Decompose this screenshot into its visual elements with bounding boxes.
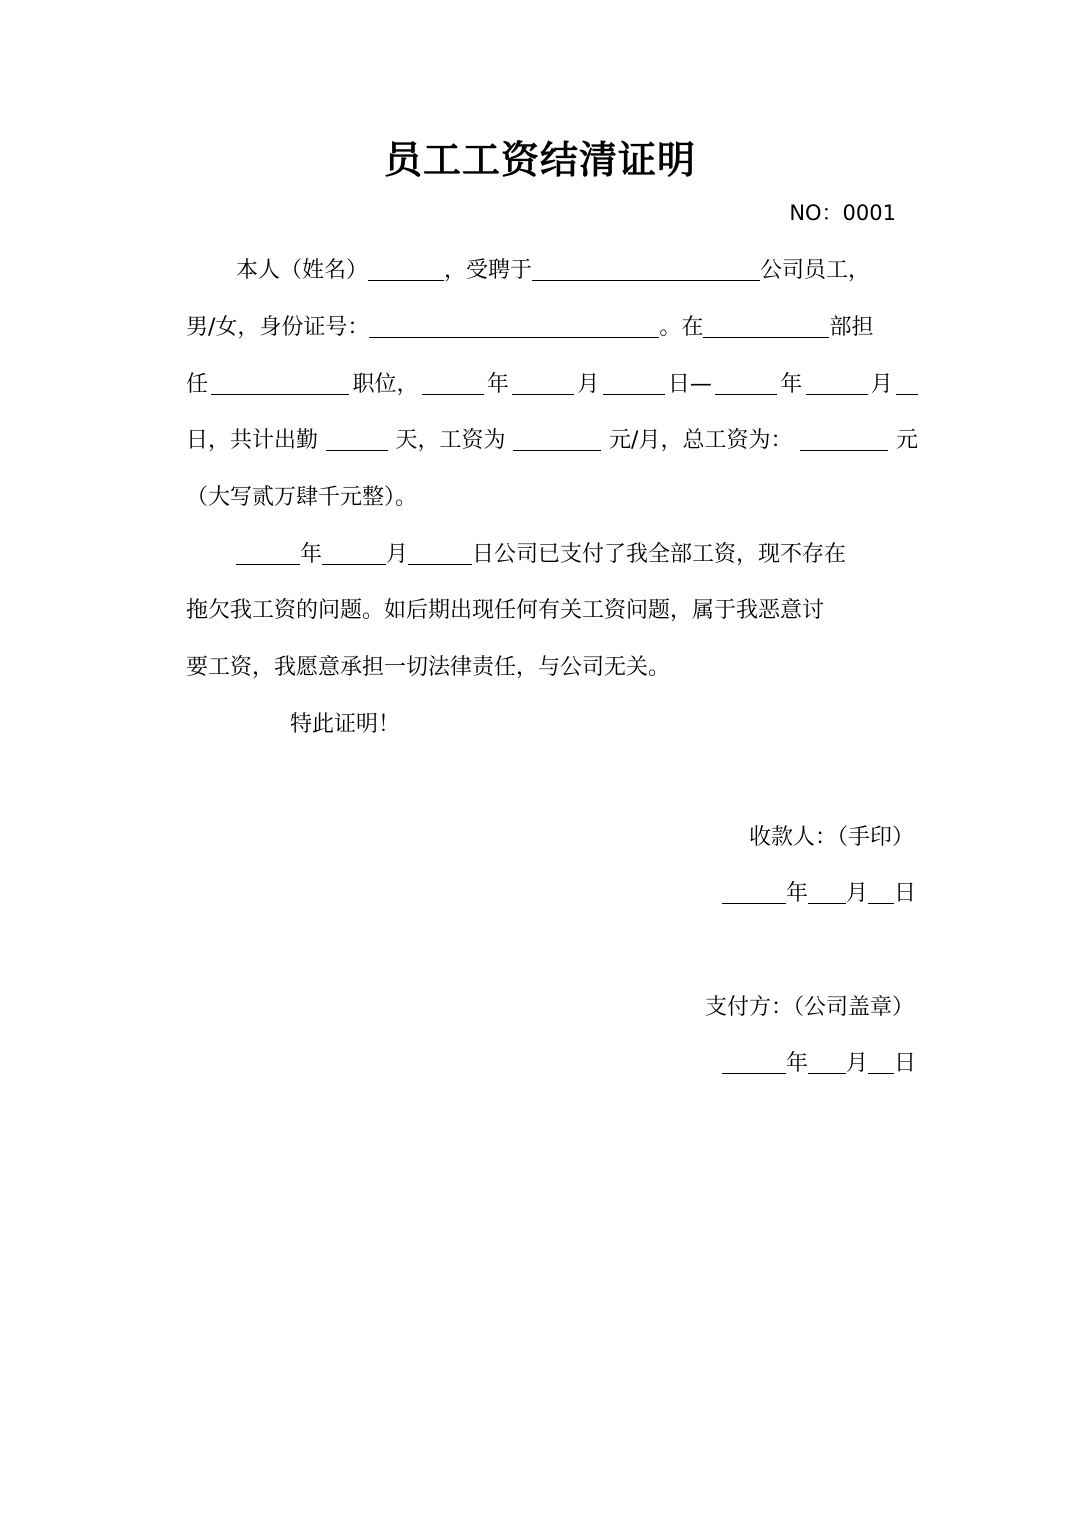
paid-year-blank[interactable]	[236, 538, 300, 565]
end-day-blank[interactable]	[896, 368, 918, 395]
name-label: 本人（姓名）	[236, 258, 369, 283]
start-day-label: 日—	[667, 372, 712, 397]
recipient-label: 收款人：（手印）	[748, 825, 914, 850]
position-label: 职位，	[352, 372, 419, 397]
department-label: 。在	[659, 315, 704, 340]
recipient-year-blank[interactable]	[722, 877, 786, 904]
start-month-label: 月	[577, 372, 600, 397]
employer-label: ，受聘于	[444, 258, 533, 283]
paid-day-blank[interactable]	[408, 538, 472, 565]
department-blank[interactable]	[703, 311, 829, 338]
recipient-year-label: 年	[785, 881, 808, 906]
end-month-blank[interactable]	[806, 368, 868, 395]
payer-day-blank[interactable]	[868, 1047, 894, 1074]
paragraph2-line1	[236, 538, 918, 572]
start-day-blank[interactable]	[603, 368, 665, 395]
recipient-month-label: 月	[845, 881, 868, 906]
closing-statement: 特此证明！	[290, 712, 401, 737]
name-blank[interactable]	[368, 254, 444, 281]
document-title: 员工工资结清证明	[383, 138, 696, 182]
recipient-month-blank[interactable]	[808, 877, 846, 904]
payer-date	[722, 1047, 916, 1081]
employee-suffix: 公司员工，	[760, 258, 871, 283]
paid-month-blank[interactable]	[322, 538, 386, 565]
payer-month-label: 月	[845, 1051, 868, 1076]
paragraph1-line5: （大写贰万肆千元整）。	[186, 485, 418, 510]
paid-statement: 日公司已支付了我全部工资，现不存在	[472, 542, 847, 567]
start-month-blank[interactable]	[512, 368, 574, 395]
paid-month-label: 月	[386, 542, 409, 567]
department-suffix: 部担	[829, 315, 874, 340]
payer-month-blank[interactable]	[808, 1047, 846, 1074]
recipient-date	[722, 877, 916, 911]
payer-year-label: 年	[785, 1051, 808, 1076]
attendance-label: 日，共计出勤	[186, 428, 319, 453]
total-salary-blank[interactable]	[800, 424, 888, 451]
total-salary-label: 元/月，总工资为：	[609, 428, 793, 453]
monthly-salary-blank[interactable]	[513, 424, 601, 451]
yuan-label: 元	[895, 428, 918, 453]
paragraph2-line2: 拖欠我工资的问题。如后期出现任何有关工资问题，属于我恶意讨	[186, 598, 825, 623]
attendance-days-blank[interactable]	[326, 424, 388, 451]
end-year-blank[interactable]	[715, 368, 777, 395]
start-year-blank[interactable]	[422, 368, 484, 395]
position-blank[interactable]	[211, 368, 349, 395]
paragraph1-line2	[186, 311, 918, 345]
paid-year-label: 年	[300, 542, 323, 567]
start-year-label: 年	[486, 372, 509, 397]
document-number: NO：0001	[789, 201, 896, 225]
paragraph1-line1	[236, 254, 918, 288]
company-blank[interactable]	[532, 254, 760, 281]
payer-label: 支付方：（公司盖章）	[704, 995, 914, 1020]
gender-id-label: 男/女，身份证号：	[186, 315, 370, 340]
end-year-label: 年	[780, 372, 803, 397]
payer-day-label: 日	[893, 1051, 916, 1076]
paragraph1-line3	[186, 368, 918, 402]
position-prefix: 任	[186, 372, 209, 397]
end-month-label: 月	[870, 372, 893, 397]
payer-year-blank[interactable]	[722, 1047, 786, 1074]
recipient-day-label: 日	[893, 881, 916, 906]
salary-label: 天，工资为	[395, 428, 506, 453]
id-number-blank[interactable]	[369, 311, 659, 338]
paragraph2-line3: 要工资，我愿意承担一切法律责任，与公司无关。	[186, 655, 671, 680]
recipient-day-blank[interactable]	[868, 877, 894, 904]
paragraph1-line4	[186, 424, 918, 458]
